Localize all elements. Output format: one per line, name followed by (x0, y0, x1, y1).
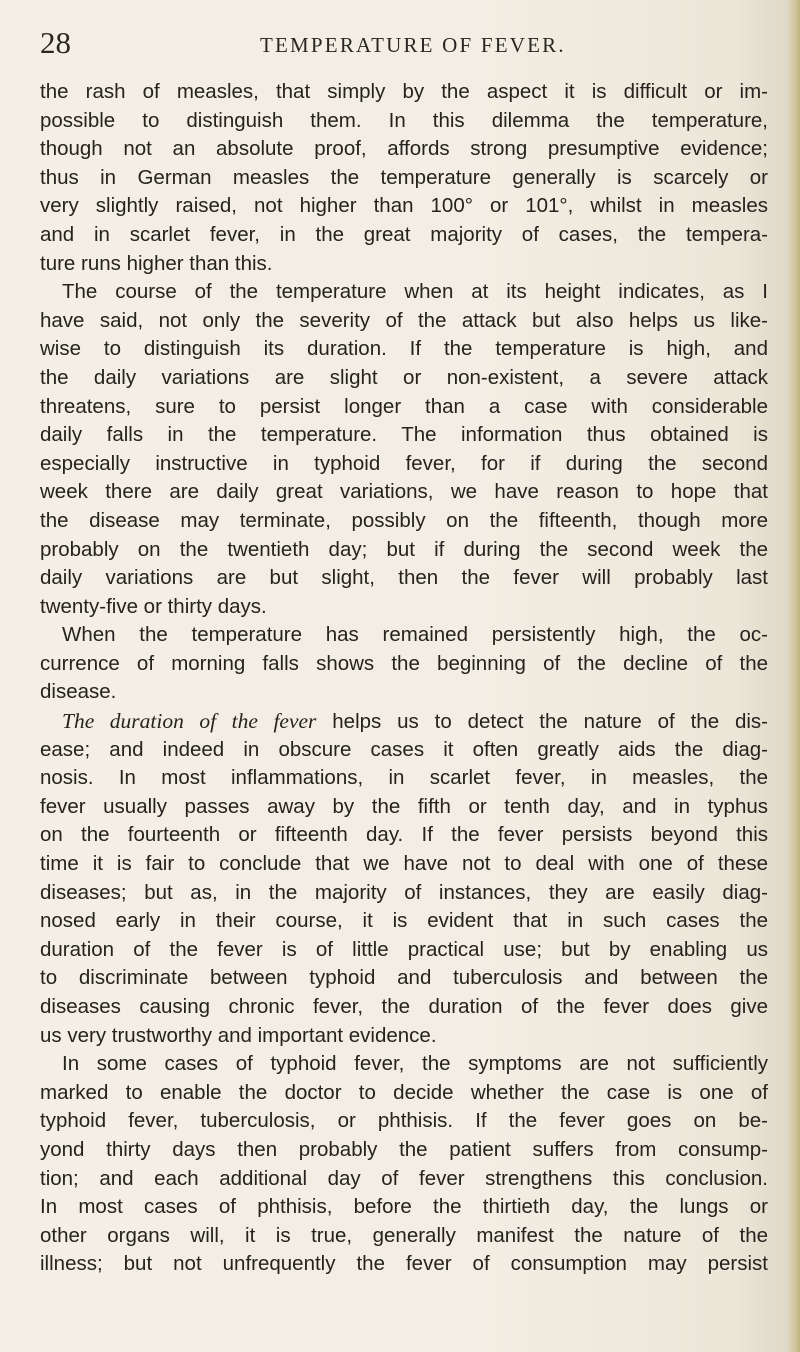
running-head: TEMPERATURE OF FEVER. (260, 33, 566, 57)
text-line: probably on the twentieth day; but if during the second week the (40, 537, 768, 561)
text-line: marked to enable the doctor to decide whether the case is one of (40, 1080, 768, 1104)
text-line: daily variations are but slight, then the fever will probably last (40, 566, 768, 590)
text-line: though not an absolute proof, affords strong presumptive evidence; (40, 137, 768, 161)
text-line: currence of morning falls shows the beginning of the decline of the (40, 651, 768, 675)
text-line: week there are daily great variations, we have reason to hope that (40, 480, 768, 504)
text-line: threatens, sure to persist longer than a case with considerable (40, 394, 768, 418)
paragraph-start: The course of the temperature when at its height indicates, as I (62, 280, 768, 304)
text-line: thus in German measles the temperature generally is scarcely or (40, 165, 768, 189)
text-line: very slightly raised, not higher than 100° or 101°, whilst in measles (40, 194, 768, 218)
text-line: have said, not only the severity of the attack but also helps us like- (40, 308, 768, 332)
text-line: daily falls in the temperature. The information thus obtained is (40, 423, 768, 447)
page-header (40, 22, 775, 64)
text-line: the disease may terminate, possibly on the fifteenth, though more (40, 508, 768, 532)
italic-phrase: The duration of the fever (62, 709, 317, 734)
text-line: nosis. In most inflammations, in scarlet fever, in measles, the (40, 766, 768, 790)
text-line: to discriminate between typhoid and tuberculosis and between the (40, 966, 768, 990)
text-line: nosed early in their course, it is evident that in such cases the (40, 909, 768, 933)
text-line: ture runs higher than this. (40, 251, 273, 275)
text-line: illness; but not unfrequently the fever of consumption may persist (40, 1252, 768, 1276)
text-line: yond thirty days then probably the patient suffers from consump- (40, 1137, 768, 1161)
text-line: diseases; but as, in the majority of instances, they are easily diag- (40, 880, 768, 904)
body-text (40, 78, 768, 1279)
text-line: typhoid fever, tuberculosis, or phthisis. If the fever goes on be- (40, 1109, 768, 1133)
text-line: possible to distinguish them. In this dilemma the temperature, (40, 108, 768, 132)
text-line: us very trustworthy and important evidence. (40, 1023, 437, 1047)
paragraph-start: When the temperature has remained persistently high, the oc- (62, 623, 768, 647)
text-line: In most cases of phthisis, before the thirtieth day, the lungs or (40, 1195, 768, 1219)
paragraph-start: In some cases of typhoid fever, the symptoms are not sufficiently (62, 1052, 768, 1076)
text-line: ease; and indeed in obscure cases it often greatly aids the diag- (40, 737, 768, 761)
text-line: fever usually passes away by the fifth or tenth day, and in typhus (40, 794, 768, 818)
text-line: twenty-five or thirty days. (40, 594, 267, 618)
text-line: especially instructive in typhoid fever, for if during the second (40, 451, 768, 475)
page-number: 28 (40, 25, 71, 60)
text-line: and in scarlet fever, in the great majority of cases, the tempera- (40, 222, 768, 246)
text-line: diseases causing chronic fever, the duration of the fever does give (40, 995, 768, 1018)
text-line-rest: helps us to detect the nature of the dis- (332, 710, 768, 734)
text-line: disease. (40, 680, 117, 704)
page-edge (786, 0, 800, 1352)
text-line: the daily variations are slight or non-existent, a severe attack (40, 365, 768, 389)
paragraph-start (40, 707, 768, 736)
text-line: duration of the fever is of little practical use; but by enabling us (40, 937, 768, 961)
text-line: the rash of measles, that simply by the aspect it is difficult or im- (40, 80, 768, 103)
text-line: other organs will, it is true, generally manifest the nature of the (40, 1223, 768, 1247)
text-line: wise to distinguish its duration. If the temperature is high, and (40, 337, 768, 361)
text-line: tion; and each additional day of fever strengthens this conclusion. (40, 1166, 768, 1190)
text-line: on the fourteenth or fifteenth day. If the fever persists beyond this (40, 823, 768, 847)
text-line: time it is fair to conclude that we have not to deal with one of these (40, 852, 768, 876)
